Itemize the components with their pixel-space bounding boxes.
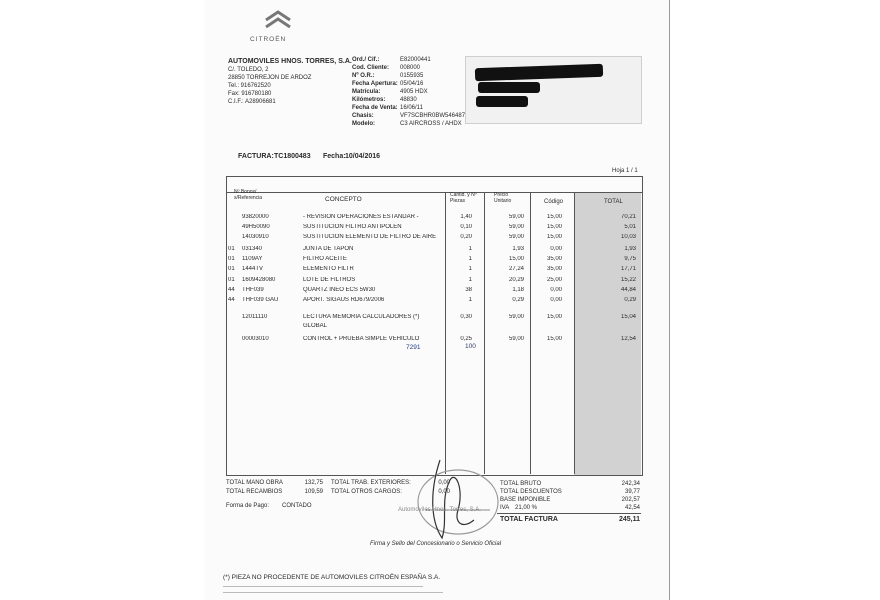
stamp-text: Automoviles Hnos. Torres, S.A. [398,507,481,513]
cell-qty: 1 [468,297,472,303]
detail-label: Fecha Apertura: [352,81,398,87]
total-otros-label: TOTAL OTROS CARGOS: [331,489,402,495]
forma-pago-label: Forma de Pago: [226,503,270,509]
detail-label: Nº O.R.: [352,73,375,79]
cell-price: 59,00 [508,336,524,342]
iva-rate: 21,00 % [515,505,538,511]
total-descuentos-label: TOTAL DESCUENTOS [500,489,562,495]
cell-price: 1,18 [512,287,524,293]
company-address2: 28850 TORREJON DE ARDOZ [228,75,312,81]
total-bruto-value: 242,34 [621,481,640,487]
detail-label: Fecha de Venta: [352,105,398,111]
total-factura-label: TOTAL FACTURA [500,516,558,523]
scribble-annotation: 100 [465,343,476,350]
detail-value: 48830 [400,97,417,103]
cell-pre: 01 [228,266,235,272]
invoice-number: TC1800483 [274,153,311,160]
detail-label: Cod. Cliente: [352,65,389,71]
detail-value: 16/06/11 [400,105,423,111]
cell-code: 15,00 [546,336,562,342]
cell-concept: QUARTZ INEO ECS 5W30 [303,287,376,293]
cell-ref: THF039 GAU [242,297,279,303]
detail-value: VF7SCBHR0BW546487 [400,113,466,119]
cell-ref: 93820000 [242,214,269,220]
cell-ref: 031340 [242,246,263,252]
cell-total: 70,21 [620,214,636,220]
total-mano-obra-label: TOTAL MANO OBRA [226,480,283,486]
cell-total: 1,93 [624,246,636,252]
header-ref: Nº Bonos/ s/Referencia [234,189,263,201]
detail-value: E82000441 [400,57,431,63]
brand-name: CITROËN [250,36,287,43]
cell-qty: 0,20 [460,234,472,240]
redaction-bar [478,82,540,93]
cell-ref: 1109AY [242,256,263,262]
cell-qty: 1 [468,277,472,283]
company-fax: Fax: 916780180 [228,91,272,97]
cell-code: 15,00 [546,234,562,240]
cell-qty: 0,10 [460,224,472,230]
cell-concept: LECTURA MEMORIA CALCULADORES (*) [303,314,420,320]
cell-total: 44,84 [620,287,636,293]
scribble-annotation: 7291 [406,344,421,351]
cell-concept: SUSTITUCION FILTRO ANTIPOLEN [303,224,402,230]
page-edge [669,0,670,600]
header-bottom-rule [226,192,642,193]
page-number: Hoja 1 / 1 [612,168,638,174]
total-trab-ext-label: TOTAL TRAB. EXTERIORES: [331,480,411,486]
footer-note: (*) PIEZA NO PROCEDENTE DE AUTOMOVILES CITROËN ESPAÑA S.A. [223,574,441,581]
cell-price: 15,00 [508,256,524,262]
cell-ref: 12011110 [242,314,268,320]
cell-concept: ELEMENTO FILTR [303,266,354,272]
detail-label: Chasis: [352,113,374,119]
cell-concept: CONTROL + PRUEBA SIMPLE VEHICULO [303,336,420,342]
cell-total: 10,03 [620,234,636,240]
cell-qty: 38 [465,287,472,293]
base-imponible-label: BASE IMPONIBLE [500,497,551,503]
detail-value: C3 AIRCROSS / AHDX [400,121,462,127]
iva-value: 42,54 [624,505,640,511]
firma-caption: Firma y Sello del Concesionario o Servicio Oficial [370,541,502,547]
cell-total: 9,75 [624,256,636,262]
total-otros-value: 0,00 [438,489,450,495]
cell-code: 35,00 [546,256,562,262]
cell-concept: LOTE DE FILTROS [303,277,356,283]
totals-rule [497,513,641,514]
company-address1: C/. TOLEDO, 2 [228,67,269,73]
cell-price: 59,00 [508,224,524,230]
cell-total: 5,01 [624,224,636,230]
detail-value: 0155935 [400,73,424,79]
cell-total: 12,54 [620,336,636,342]
cell-pre: 01 [228,277,235,283]
detail-value: 4905 HDX [400,89,428,95]
detail-label: Matrícula: [352,89,381,95]
cell-ref: 00003010 [242,336,269,342]
company-name: AUTOMOVILES HNOS. TORRES, S.A. [228,58,352,65]
cell-concept: JUNTA DE TAPON [303,246,354,252]
cell-total: 17,71 [620,266,636,272]
invoice-number-label: FACTURA: [238,153,274,160]
cell-price: 59,00 [508,314,524,320]
cell-pre: 01 [228,256,235,262]
cell-ref: THF039 [242,287,264,293]
total-factura-value: 245,11 [618,516,640,523]
forma-pago-value: CONTADO [282,503,312,509]
cell-ref: 1444TV [242,266,264,272]
invoice-date: 10/04/2016 [345,153,381,160]
cell-code: 35,00 [546,266,562,272]
cell-qty: 1,40 [460,214,472,220]
header-price: Precio Unitario [494,192,512,204]
invoice-date-label: Fecha: [323,153,346,160]
cell-concept: - REVISION OPERACIONES ESTANDAR - [303,214,419,220]
signature-stamp-icon [400,450,510,545]
base-imponible-value: 202,57 [621,497,640,503]
column-divider [574,193,575,474]
detail-label: Modelo: [352,121,375,127]
total-bruto-label: TOTAL BRUTO [500,481,542,487]
header-code: Código [544,199,564,205]
iva-label: IVA [500,505,510,511]
detail-label: Kilómetros: [352,97,386,103]
cell-price: 20,29 [508,277,524,283]
cell-total: 15,22 [620,277,636,283]
cell-total: 0,29 [624,297,636,303]
detail-value: 05/04/16 [400,81,424,87]
cell-concept: SUSTITUCION ELEMENTO DE FILTRO DE AIRE [303,234,437,240]
cell-qty: 0,30 [460,314,472,320]
cell-price: 27,24 [508,266,524,272]
cell-total: 15,04 [620,314,636,320]
cell-code: 0,00 [550,246,562,252]
cell-qty: 1 [468,266,472,272]
total-descuentos-value: 39,77 [624,489,640,495]
cell-ref: 14030910 [242,234,269,240]
cell-concept: GLOBAL [303,323,328,329]
cell-pre: 44 [228,287,235,293]
redaction-bar [476,96,528,107]
total-recambios-label: TOTAL RECAMBIOS [226,489,283,495]
cell-qty: 1 [468,256,472,262]
cell-price: 59,00 [508,214,524,220]
cell-code: 15,00 [546,224,562,230]
column-divider [484,193,485,474]
total-trab-ext-value: 0,00 [438,480,450,486]
cell-price: 59,00 [508,234,524,240]
cell-code: 0,00 [550,297,562,303]
fine-print-line [223,586,423,587]
cell-code: 15,00 [546,314,562,320]
fine-print-line [223,592,443,593]
detail-label: Ord./ Cif.: [352,57,380,63]
cell-code: 25,00 [546,277,562,283]
cell-ref: 1609428080 [242,277,276,283]
cell-pre: 44 [228,297,235,303]
cell-ref: 49H50090 [242,224,270,230]
column-divider [530,193,531,474]
cell-code: 0,00 [550,287,562,293]
cell-pre: 01 [228,246,235,252]
header-total: TOTAL [604,199,623,205]
cell-code: 15,00 [546,214,562,220]
total-mano-obra-value: 132,75 [304,480,323,486]
citroen-logo-icon [258,6,298,34]
cell-price: 1,93 [512,246,524,252]
total-recambios-value: 109,59 [304,489,323,495]
cell-price: 0,29 [512,297,524,303]
cell-qty: 1 [468,246,472,252]
header-qty: Cantid. y Nº Piezas [450,192,477,204]
company-cif: C.I.F.: A28906681 [228,99,276,105]
cell-qty: 0,25 [460,336,472,342]
cell-concept: FILTRO ACEITE [303,256,347,262]
detail-value: 008000 [400,65,421,71]
cell-concept: APORT. SIGAUS RD679/2006 [303,297,385,303]
company-tel: Tel.: 916762520 [228,83,271,89]
header-concept: CONCEPTO [325,196,362,203]
